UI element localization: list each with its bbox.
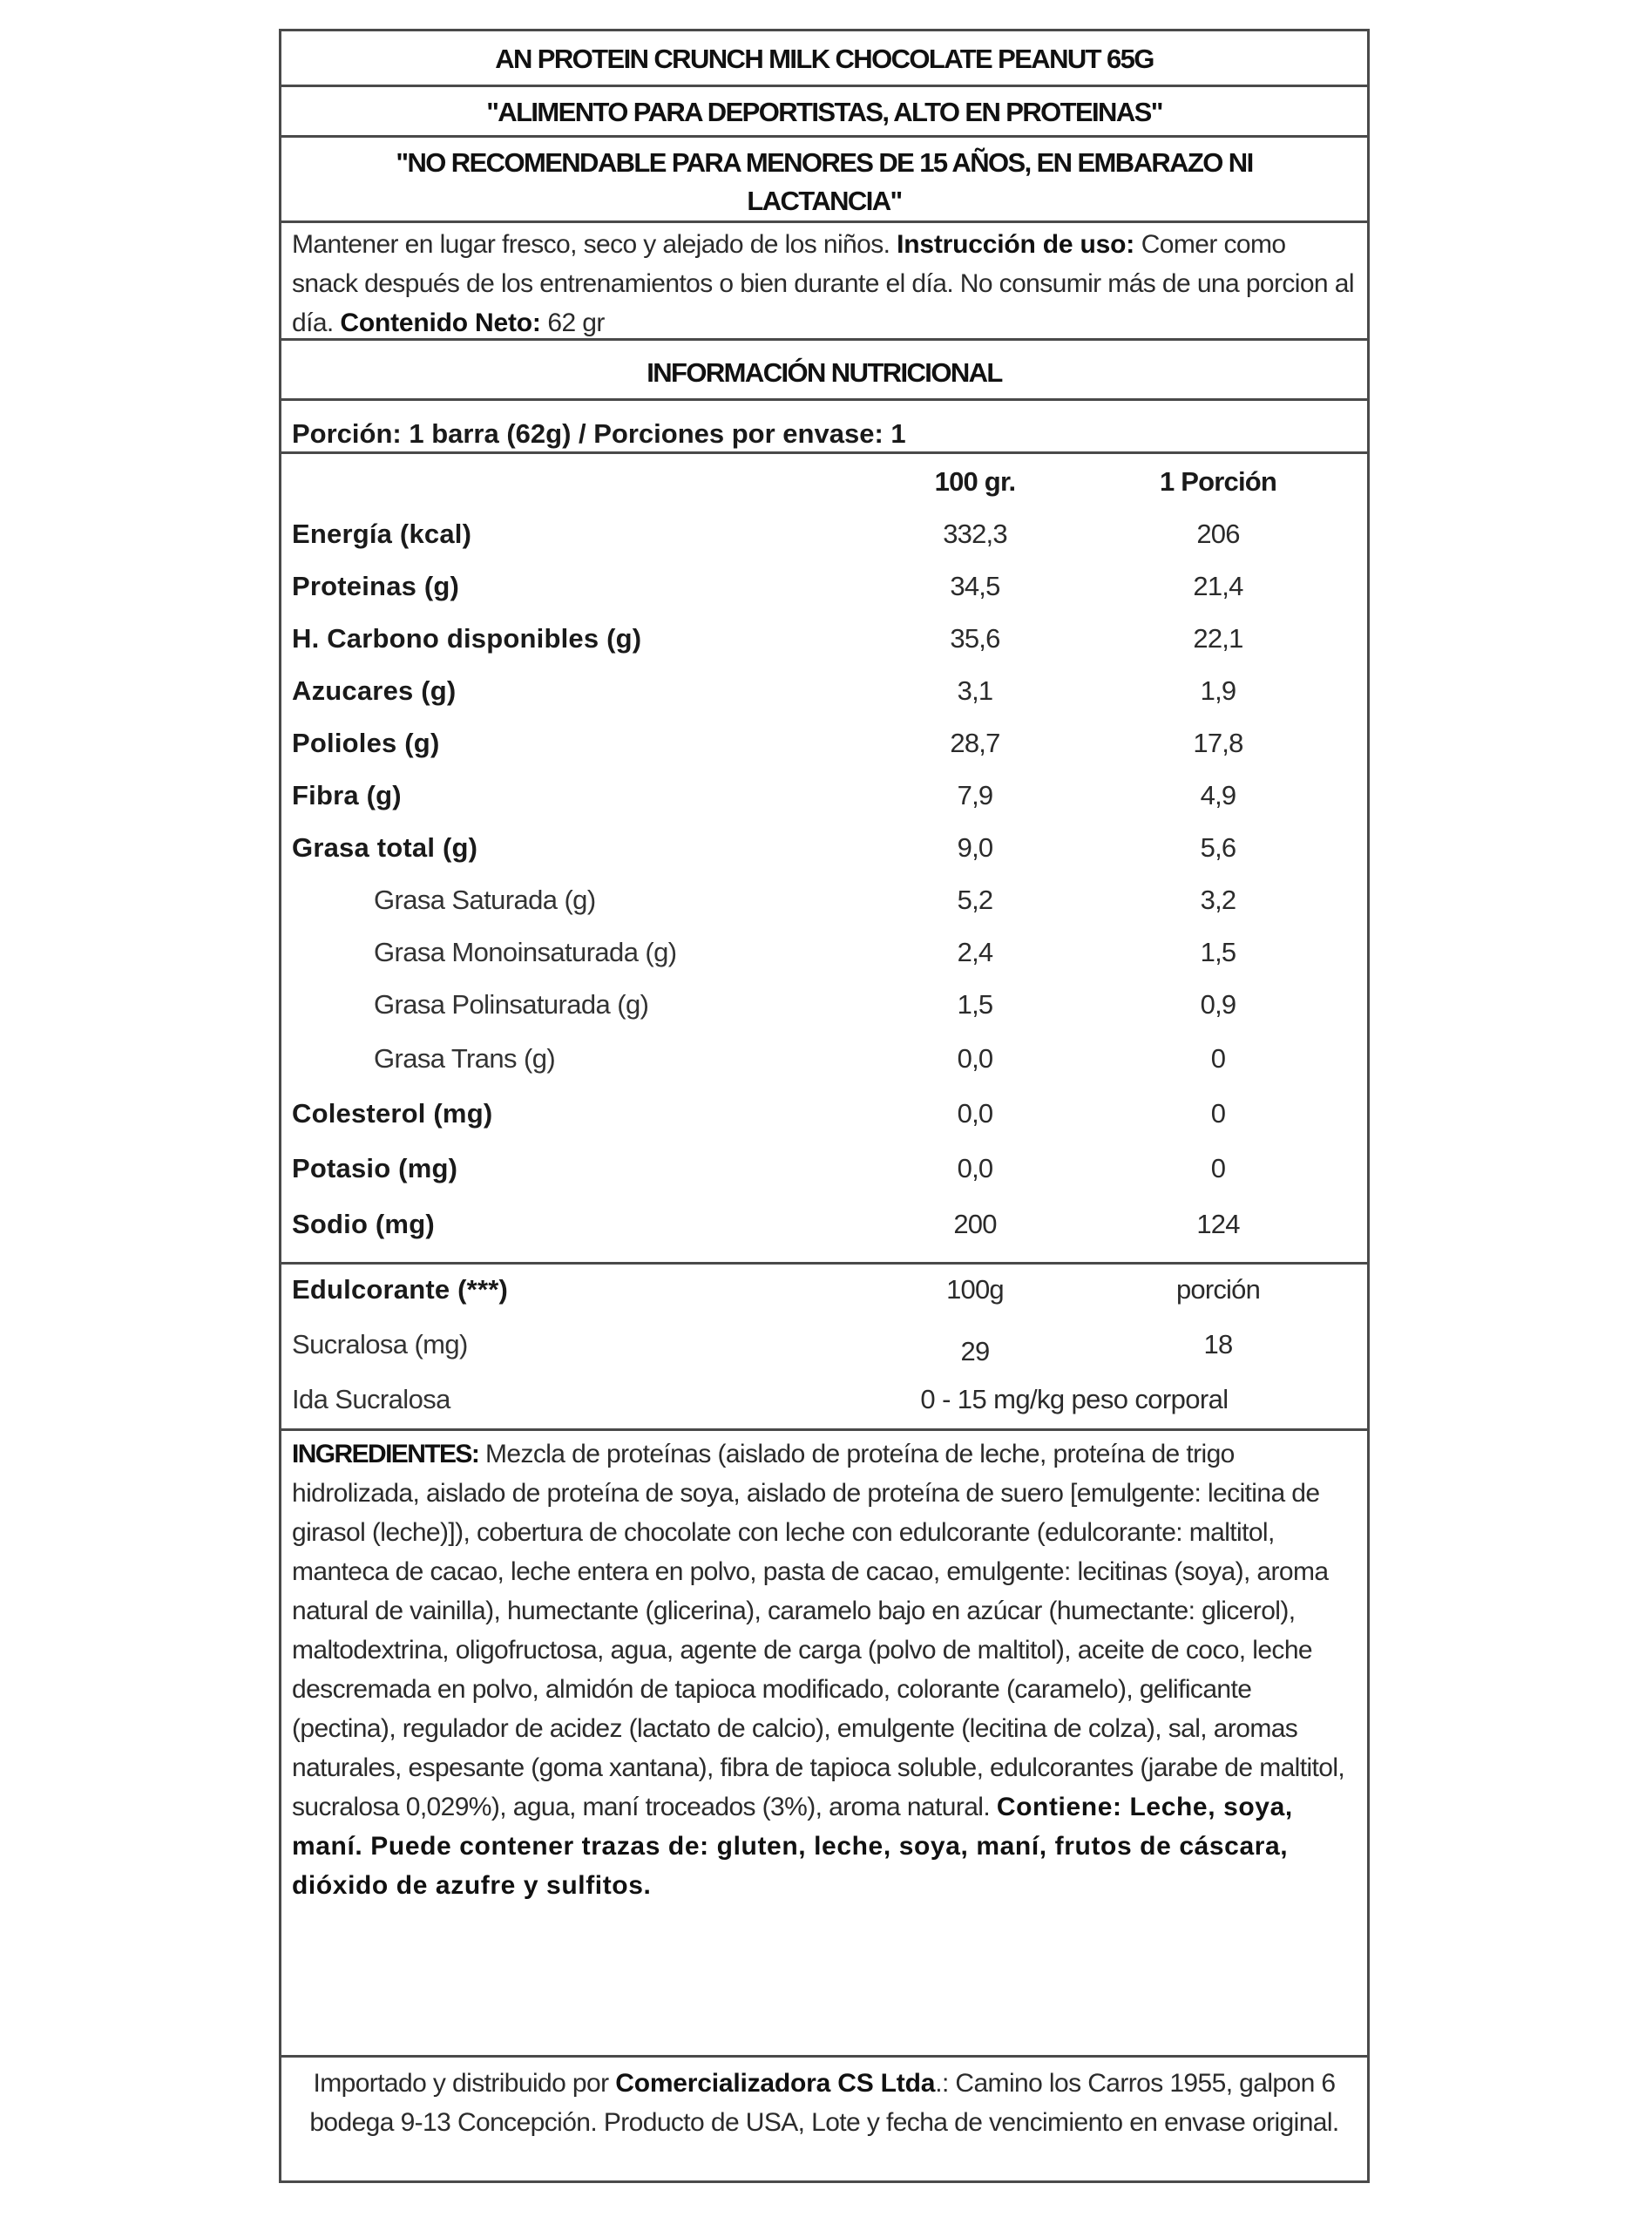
sweetener-col-100g: 100g — [946, 1274, 1004, 1305]
divider — [281, 2055, 1367, 2058]
nutrition-column-headers — [281, 463, 1367, 501]
category-claim: "ALIMENTO PARA DEPORTISTAS, ALTO EN PROTEINAS" — [486, 97, 1162, 127]
nutrient-name: Colesterol (mg) — [292, 1098, 493, 1129]
sucralose-portion: 18 — [1203, 1329, 1233, 1360]
nutrient-row — [281, 1149, 1367, 1188]
column-per-portion: 1 Porción — [1159, 466, 1277, 497]
usage-text: Comer como snack después de los entrenamientos o bien durante el día. No consumir más de una porcion al día. — [292, 230, 1354, 337]
nutrient-row — [281, 776, 1367, 815]
nutrient-row — [281, 672, 1367, 710]
nutrient-name: H. Carbono disponibles (g) — [292, 623, 642, 654]
nutrient-name: Polioles (g) — [292, 728, 440, 758]
nutrient-portion: 124 — [1196, 1209, 1240, 1239]
nutrient-row — [281, 829, 1367, 867]
nutrient-portion: 5,6 — [1200, 832, 1236, 863]
nutrient-per100: 0,0 — [957, 1098, 993, 1129]
nutrient-portion: 3,2 — [1200, 885, 1236, 915]
nutrient-portion: 1,9 — [1200, 675, 1236, 706]
sucralose-per100: 29 — [960, 1336, 990, 1366]
nutrient-portion: 22,1 — [1193, 623, 1243, 654]
nutrient-row-sub — [281, 986, 1367, 1024]
nutrient-per100: 3,1 — [957, 675, 993, 706]
divider — [281, 451, 1367, 454]
ingredients-text: Mezcla de proteínas (aislado de proteína de leche, proteína de trigo hidrolizada, aislado de proteína de soya, aislado de proteína de suero [emulgente: lecitina de girasol (leche)]), cobertura de chocolate con leche con edulcorante (edulcorante: maltitol, manteca de cacao, leche entera en polvo, pasta de cacao, emulgente: lecitinas (soya), aroma natural de vainilla), humectante (glicerina), caramelo bajo en azúcar (humectante: glicerol), maltodextrina, oligofructosa, agua, agente de carga (polvo de maltitol), aceite de coco, leche descremada en polvo, almidón de tapioca modificado, colorante (caramelo), gelificante (pectina), regulador de acidez (lactato de calcio), emulgente (lecitina de colza), sal, aromas naturales, espesante (goma xantana), fibra de tapioca soluble, edulcorantes (jarabe de maltitol, sucralosa 0,029%), agua, maní troceados (3%), aroma natural. — [292, 1440, 1345, 1821]
divider — [281, 338, 1367, 341]
nutrient-name: Grasa Polinsaturada (g) — [374, 989, 649, 1020]
nutrient-row — [281, 1095, 1367, 1133]
nutrient-per100: 7,9 — [957, 780, 993, 810]
nutrient-per100: 332,3 — [943, 519, 1007, 549]
nutrient-name: Grasa Saturada (g) — [374, 885, 596, 915]
ingredients-label: INGREDIENTES: — [292, 1440, 479, 1468]
nutrient-name: Grasa Monoinsaturada (g) — [374, 937, 677, 967]
divider — [281, 85, 1367, 87]
serving-size: Porción: 1 barra (62g) / Porciones por envase: 1 — [292, 418, 906, 449]
sweetener-row — [281, 1326, 1367, 1364]
nutrient-portion: 17,8 — [1193, 728, 1243, 758]
sweetener-col-portion: porción — [1175, 1274, 1261, 1305]
divider — [281, 1428, 1367, 1431]
nutrient-row — [281, 515, 1367, 553]
nutrient-per100: 2,4 — [957, 937, 993, 967]
nutrient-name: Proteinas (g) — [292, 571, 460, 601]
column-per-100g: 100 gr. — [934, 466, 1016, 497]
nutrient-per100: 9,0 — [957, 832, 993, 863]
net-content-value: 62 gr — [540, 309, 605, 337]
nutrient-name: Energía (kcal) — [292, 519, 472, 549]
nutrient-portion: 0,9 — [1200, 989, 1236, 1020]
product-title: AN PROTEIN CRUNCH MILK CHOCOLATE PEANUT 65G — [495, 44, 1154, 74]
nutrient-name: Sodio (mg) — [292, 1209, 435, 1239]
nutrient-row — [281, 1205, 1367, 1244]
importer-block — [281, 2064, 1367, 2142]
divider — [281, 220, 1367, 223]
nutrient-name: Grasa Trans (g) — [374, 1043, 556, 1074]
ida-row — [281, 1380, 1367, 1419]
nutrient-per100: 0,0 — [957, 1153, 993, 1183]
nutrient-per100: 34,5 — [950, 571, 1000, 601]
sweetener-title: Edulcorante (***) — [292, 1274, 508, 1305]
nutrient-row-sub — [281, 933, 1367, 972]
nutrient-name: Fibra (g) — [292, 780, 402, 810]
importer-company: Comercializadora CS Ltda — [615, 2069, 936, 2098]
importer-suffix: .: Camino los Carros 1955, galpon 6 bodega 9-13 Concepción. Producto de USA, Lote y fecha de vencimiento en envase original. — [309, 2069, 1339, 2137]
nutrition-label — [279, 29, 1370, 2183]
storage-usage-text — [281, 225, 1367, 342]
age-warning: "NO RECOMENDABLE PARA MENORES DE 15 AÑOS, EN EMBARAZO NI LACTANCIA" — [396, 147, 1253, 216]
nutrient-row-sub — [281, 1040, 1367, 1078]
nutrient-per100: 35,6 — [950, 623, 1000, 654]
sucralose-name: Sucralosa (mg) — [292, 1329, 468, 1360]
nutrient-per100: 28,7 — [950, 728, 1000, 758]
nutrient-portion: 21,4 — [1193, 571, 1243, 601]
nutrient-row-sub — [281, 881, 1367, 919]
nutrient-portion: 4,9 — [1200, 780, 1236, 810]
nutrient-name: Azucares (g) — [292, 675, 457, 706]
divider — [281, 398, 1367, 401]
nutrient-portion: 1,5 — [1200, 937, 1236, 967]
nutrition-title: INFORMACIÓN NUTRICIONAL — [647, 357, 1002, 388]
ida-name: Ida Sucralosa — [292, 1384, 450, 1414]
nutrient-row — [281, 724, 1367, 763]
ingredients-block — [281, 1434, 1367, 1905]
divider — [281, 135, 1367, 138]
nutrient-per100: 1,5 — [957, 989, 993, 1020]
nutrient-per100: 0,0 — [957, 1043, 993, 1074]
nutrient-portion: 206 — [1196, 519, 1240, 549]
importer-prefix: Importado y distribuido por — [313, 2069, 616, 2098]
net-content-label: Contenido Neto: — [340, 309, 541, 337]
nutrient-name: Potasio (mg) — [292, 1153, 458, 1183]
nutrient-row — [281, 620, 1367, 658]
nutrient-per100: 200 — [953, 1209, 997, 1239]
sweetener-header-row — [281, 1271, 1367, 1309]
divider — [281, 1262, 1367, 1265]
nutrient-name: Grasa total (g) — [292, 832, 478, 863]
nutrient-portion: 0 — [1210, 1098, 1226, 1129]
ida-value: 0 - 15 mg/kg peso corporal — [920, 1384, 1229, 1414]
usage-label: Instrucción de uso: — [897, 230, 1134, 259]
storage-text: Mantener en lugar fresco, seco y alejado de los niños. — [292, 230, 897, 259]
nutrient-portion: 0 — [1210, 1043, 1226, 1074]
nutrient-portion: 0 — [1210, 1153, 1226, 1183]
nutrient-row — [281, 567, 1367, 606]
allergen-statement: Contiene: Leche, soya, maní. Puede contener trazas de: gluten, leche, soya, maní, frutos de cáscara, dióxido de azufre y sulfitos. — [292, 1793, 1293, 1900]
nutrient-per100: 5,2 — [957, 885, 993, 915]
